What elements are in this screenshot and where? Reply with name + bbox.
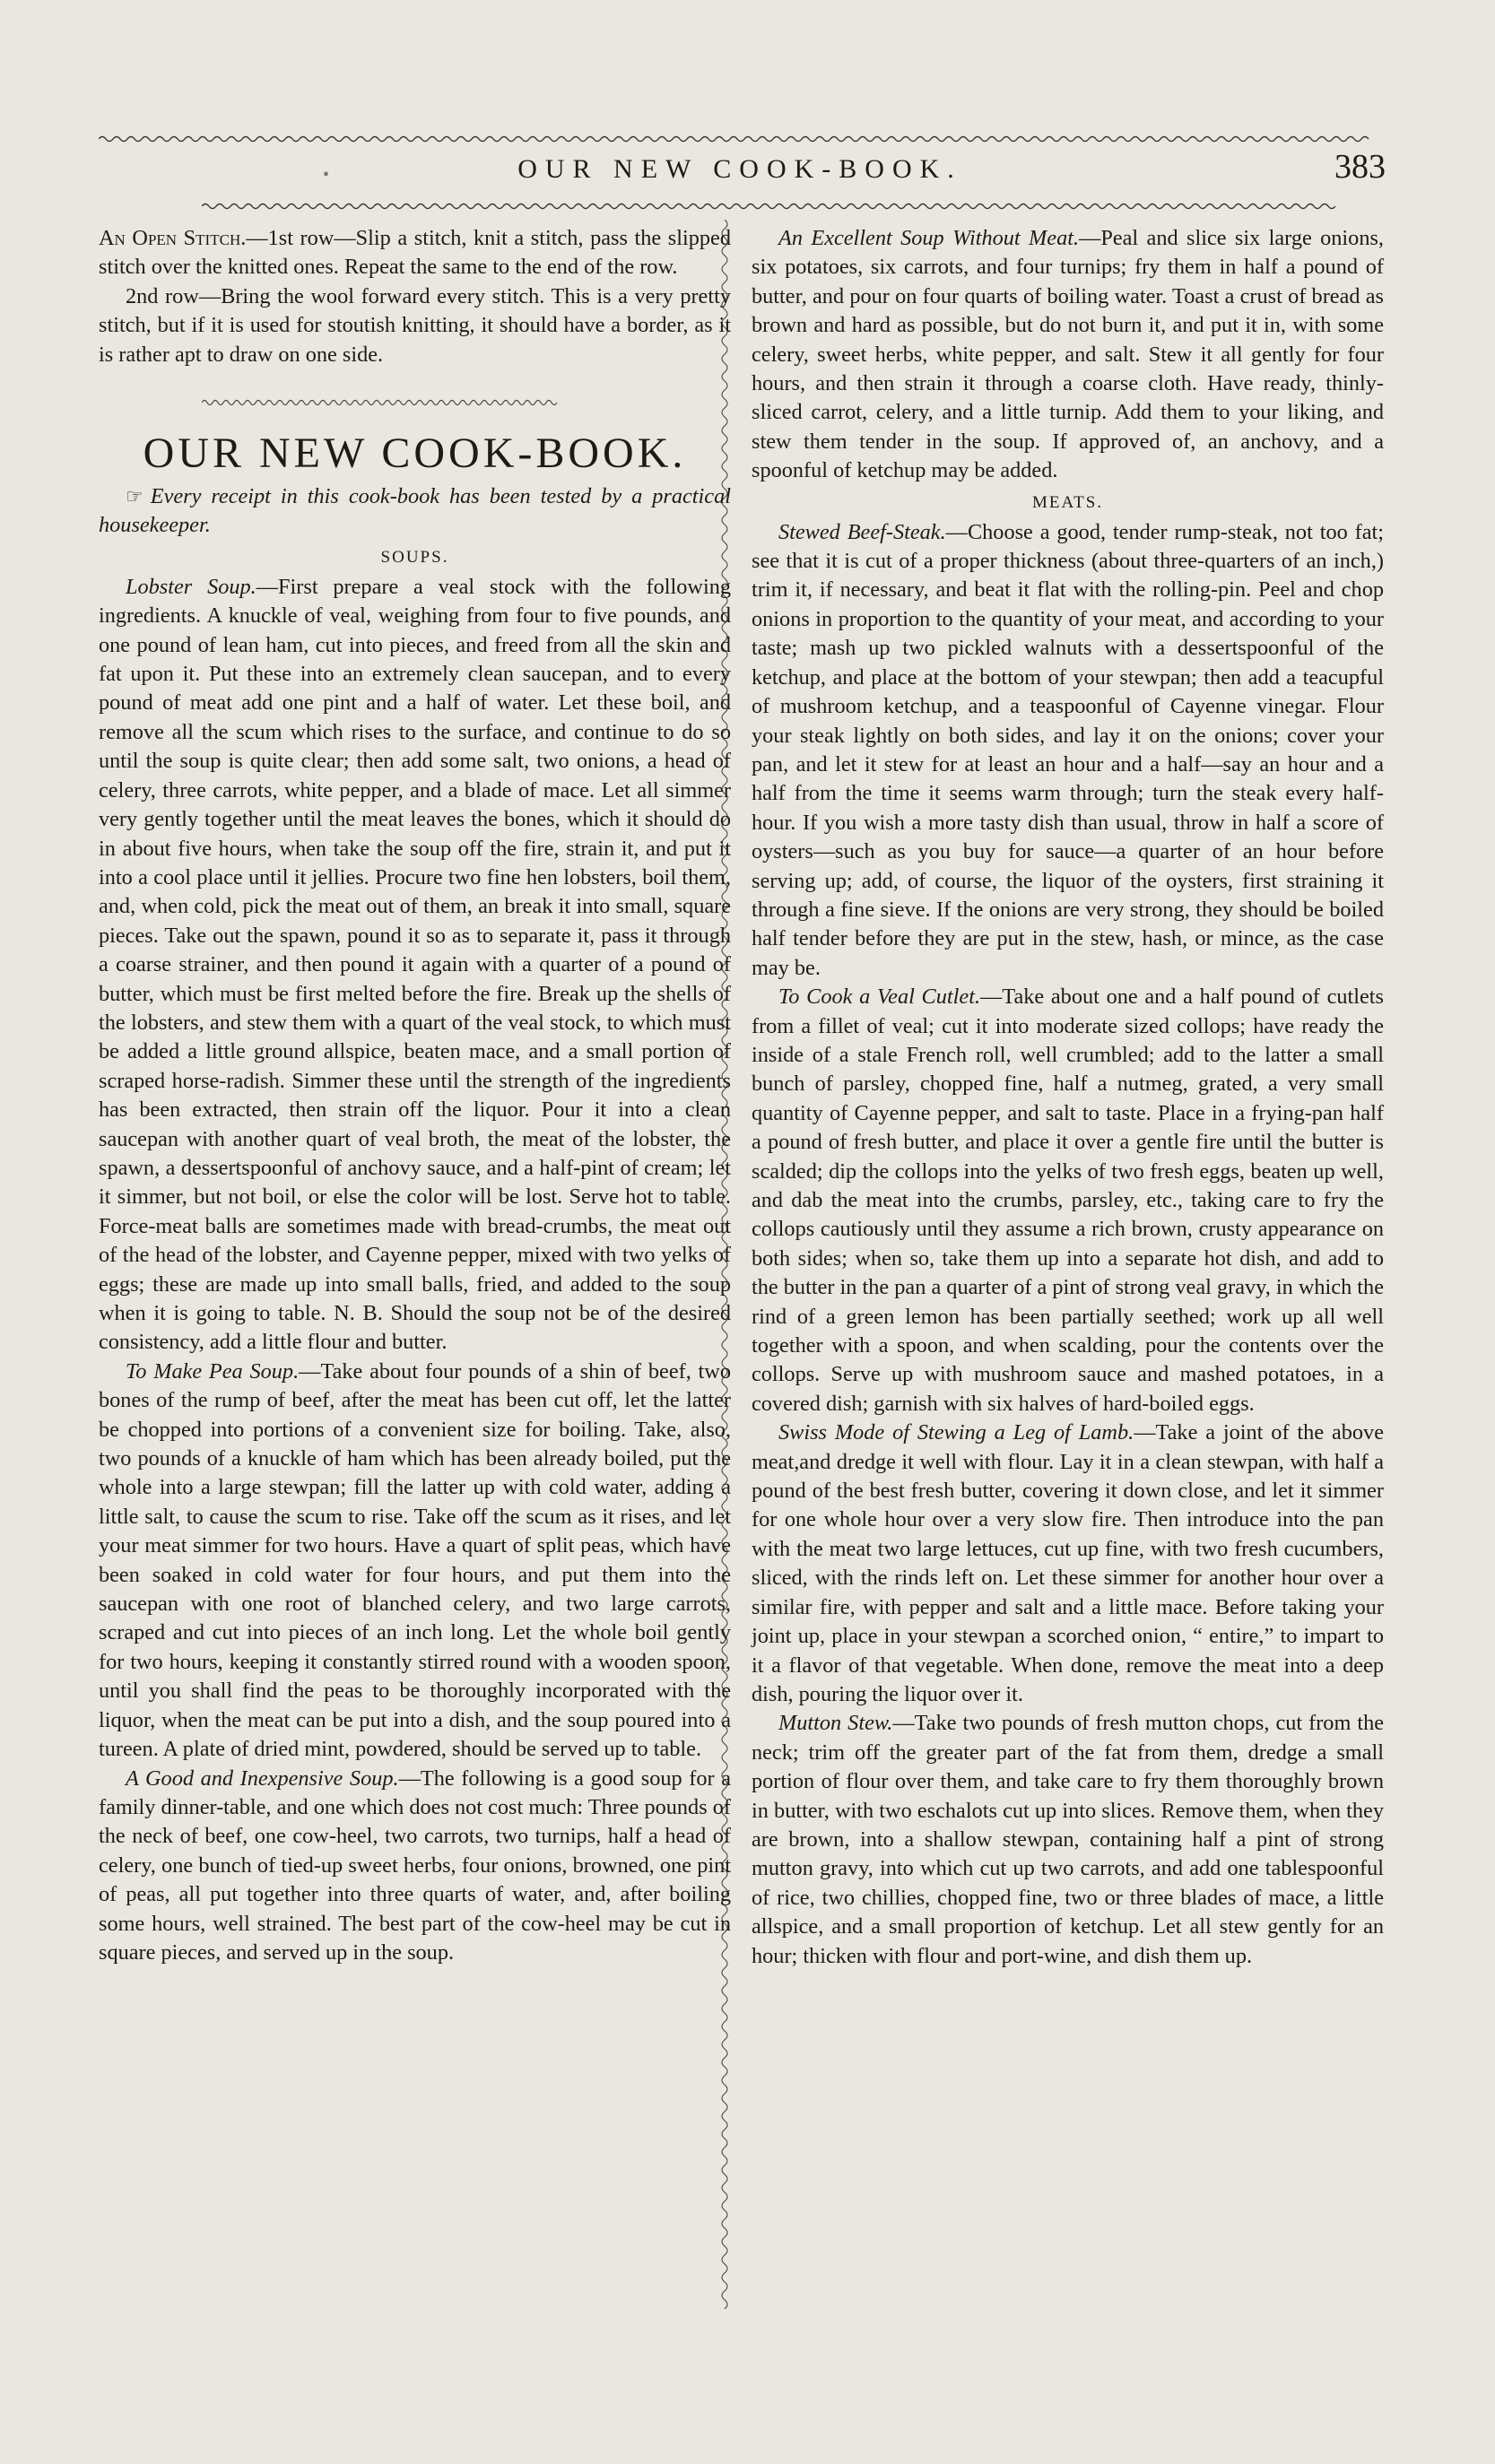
pointing-hand-icon: ☞ [126,485,143,508]
running-title: OUR NEW COOK-BOOK. [517,154,962,184]
recipe-title: A Good and Inexpensive Soup. [126,1766,399,1791]
recipe-title: To Cook a Veal Cutlet. [778,985,981,1010]
recipe-veal-cutlet [752,983,1384,1419]
top-wavy-rule [99,134,1386,143]
tested-note-text: Every receipt in this cook-book has been tested by a practical housekeeper. [99,484,731,538]
recipe-title: To Make Pea Soup. [126,1358,300,1384]
recipe-mutton-stew [752,1709,1384,1971]
open-stitch-row1 [99,224,731,282]
recipe-text: —Take two pounds of fresh mutton chops, cut from the neck; trim off the greater part of the fat from them, dredge a small portion of flour over them, and take care to fry them thoroughly brown in butter, with two eschalots cut up into slices. Remove them, when they are brown, into a shallow stewpan, containing half a pint of strong mutton gravy, into which cut up two carrots, and add one tablespoonful of rice, two chillies, chopped fine, two or three blades of mace, a little allspice, and a small proportion of ketchup. Let all stew gently for an hour; thicken with flour and port-wine, and dish them up. [752,1711,1385,1968]
recipe-title: An Excellent Soup Without Meat. [778,226,1080,250]
left-column [99,224,731,1967]
recipe-text: —Choose a good, tender rump-steak, not too fat; see that it is cut of a proper thickness (about three-quarters of an inch,) trim it, if necessary, and beat it flat with the rolling-pin. Peel and chop onions in proportion to the quantity of your meat, and according to your taste; mash up two pickled walnuts with a dessertspoonful of the ketchup, and place at the bottom of your stewpan; then add a teacupful of mushroom ketchup, and a teaspoonful of Cayenne vinegar. Flour your steak lightly on both sides, and lay it on the onions; cover your pan, and let it stew for at least an hour and a half—say an hour and a half from the time it seems warm through; turn the steak every half-hour. If you wish a more tasty dish than usual, throw in half a score of oysters—such as you buy for sauce—a quarter of an hour before serving up; add, of course, the liquor of the oysters, first straining it through a fine sieve. If the onions are very strong, they should be boiled half tender before they are put in the stew, hash, or mince, as the case may be. [752,519,1385,980]
recipe-pea-soup [99,1358,731,1765]
open-stitch-title: An Open Stitch. [99,226,247,250]
recipe-leg-of-lamb [752,1419,1384,1709]
recipe-text: —Peal and slice six large onions, six potatoes, six carrots, and four turnips; fry them in half a pound of butter, and pour on four quarts of boiling water. Toast a crust of bread as brown and hard as possible, but do not burn it, and put it in, with some celery, sweet herbs, white pepper, and salt. Stew it all gently for four hours, and then strain it through a coarse cloth. Have ready, thinly-sliced carrot, celery, and a little turnip. Add them to your liking, and stew them tender in the soup. If approved of, an anchovy, and a spoonful of ketchup may be added. [752,226,1384,483]
right-column [752,224,1384,1971]
recipe-title: Mutton Stew. [778,1711,893,1736]
section-divider [99,396,731,418]
header-wavy-rule [202,202,1390,211]
recipe-text: —First prepare a veal stock with the following ingredients. A knuckle of veal, weighing from four to five pounds, and one pound of lean ham, cut into pieces, and freed from all the skin and fat upon it. Put these into an extremely clean saucepan, and to every pound of meat add one pint and a half of water. Let these boil, and remove all the scum which rises to the surface, and continue to do so until the soup is quite clear; then add some salt, two onions, a head of celery, three carrots, white pepper, and a blade of mace. Let all simmer very gently together until the meat leaves the bones, which it should do in about five hours, when take the soup off the fire, strain it, and put it into a cool place until it jellies. Procure two fine hen lobsters, boil them, and, when cold, pick the meat out of them, an break it into small, square pieces. Take out the spawn, pound it so as to separate it, pass it through a coarse strainer, and then pound it again with a quarter of a pound of butter, which must be first melted before the fire. Break up the shells of the lobsters, and stew them with a quart of the veal stock, to which must be added a little ground allspice, beaten mace, and a small portion of scraped horse-radish. Simmer these until the strength of the ingredients has been extracted, then strain off the liquor. Pour it into a clean saucepan with another quart of veal broth, the meat of the lobster, the spawn, a dessertspoonful of anchovy sauce, and a half-pint of cream; let it simmer, but not boil, or else the color will be lost. Serve hot to table. Force-meat balls are sometimes made with bread-crumbs, the meat out of the head of the lobster, and Cayenne pepper, mixed with two yelks of eggs; these are made up into small balls, fried, and added to the soup when it is going to table. N. B. Should the soup not be of the desired consistency, add a little flour and butter. [99,574,731,1355]
open-stitch-row2: 2nd row—Bring the wool forward every stitch. This is a very pretty stitch, but if it is used for stoutish knitting, it should have a border, as it is rather apt to draw on one side. [99,283,731,367]
recipe-inexpensive-soup [99,1765,731,1968]
recipe-lobster-soup [99,573,731,1358]
recipe-text: —Take about one and a half pound of cutlets from a fillet of veal; cut it into moderate sized collops; have ready the inside of a stale French roll, well crumbled; add to the latter a small bunch of parsley, chopped fine, half a nutmeg, grated, a very small quantity of Cayenne pepper, and salt to taste. Place in a frying-pan half a pound of fresh butter, and place it over a gentle fire until the butter is scalded; dip the collops into the yelks of two fresh eggs, beaten up well, and dab the meat into the crumbs, parsley, etc., taking care to fry the collops cautiously until they assume a rich brown, crusty appearance on both sides; when so, take them up into a separate hot dish, and add to the butter in the pan a quarter of a pint of strong veal gravy, in which the rind of a green lemon has been partially seethed; work up all well together with a spoon, and when scalding, pour the contents over the collops. Serve up with mushroom sauce and mashed potatoes, in a covered dish; garnish with six halves of hard-boiled eggs. [752,985,1384,1416]
page-number: 383 [1334,148,1386,186]
header-dot: • [323,165,330,185]
recipe-text: —Take a joint of the above meat,and dredge it well with flour. Lay it in a clean stewpan, with half a pound of the best fresh butter, covering it down close, and let it simmer for one whole hour over a very slow fire. Then introduce into the pan with the meat two large lettuces, cut up fine, with two fresh cucumbers, sliced, with the rinds left on. Let these simmer for another hour over a similar fire, with pepper and salt and a little mace. Before taking your joint up, place in your stewpan a scorched onion, “ entire,” to impart to it a flavor of that vegetable. When done, remove the meat into a deep dish, pouring the liquor over it. [752,1420,1384,1706]
recipe-title: Stewed Beef-Steak. [778,519,946,544]
meats-heading: MEATS. [1031,492,1104,512]
tested-note [99,482,731,541]
recipe-text: —Take about four pounds of a shin of beef, two bones of the rump of beef, after the meat has been cut off, let the latter be chopped into portions of a convenient size for boiling. Take, also, two pounds of a knuckle of ham which has been already boiled, put the whole into a large stewpan; fill the latter up with cold water, adding a little salt, to cause the scum to rise. Take off the scum as it rises, and let your meat simmer for two hours. Have a quart of split peas, which have been soaked in cold water for four hours, and put them into the saucepan with one root of blanched celery, and two large carrots, scraped and cut into pieces of an inch long. Let the whole boil gently for two hours, keeping it constantly stirred round with a wooden spoon, until you shall find the peas to be thoroughly incorporated with the liquor, when the meat can be put into a dish, and the soup poured into a tureen. A plate of dried mint, powdered, should be served up to table. [99,1358,732,1762]
section-title: OUR NEW COOK-BOOK. [143,429,687,478]
recipe-text: —The following is a good soup for a family dinner-table, and one which does not cost much: Three pounds of the neck of beef, one cow-heel, two carrots, two turnips, half a head of celery, one bunch of tied-up sweet herbs, four onions, browned, one pint of peas, all put together into three quarts of water, and, after boiling some hours, well strained. The best part of the cow-heel may be cut in square pieces, and served up in the soup. [99,1766,731,1965]
recipe-soup-without-meat [752,224,1384,486]
recipe-title: Lobster Soup. [126,574,256,599]
page-header [94,148,1386,197]
open-stitch-row1-text: —1st row—Slip a stitch, knit a stitch, pass the slipped stitch over the knitted ones. Repeat the same to the end of the row. [99,226,731,280]
soups-heading: SOUPS. [380,547,449,567]
recipe-title: Swiss Mode of Stewing a Leg of Lamb. [778,1420,1134,1445]
recipe-stewed-beef-steak [752,518,1384,984]
